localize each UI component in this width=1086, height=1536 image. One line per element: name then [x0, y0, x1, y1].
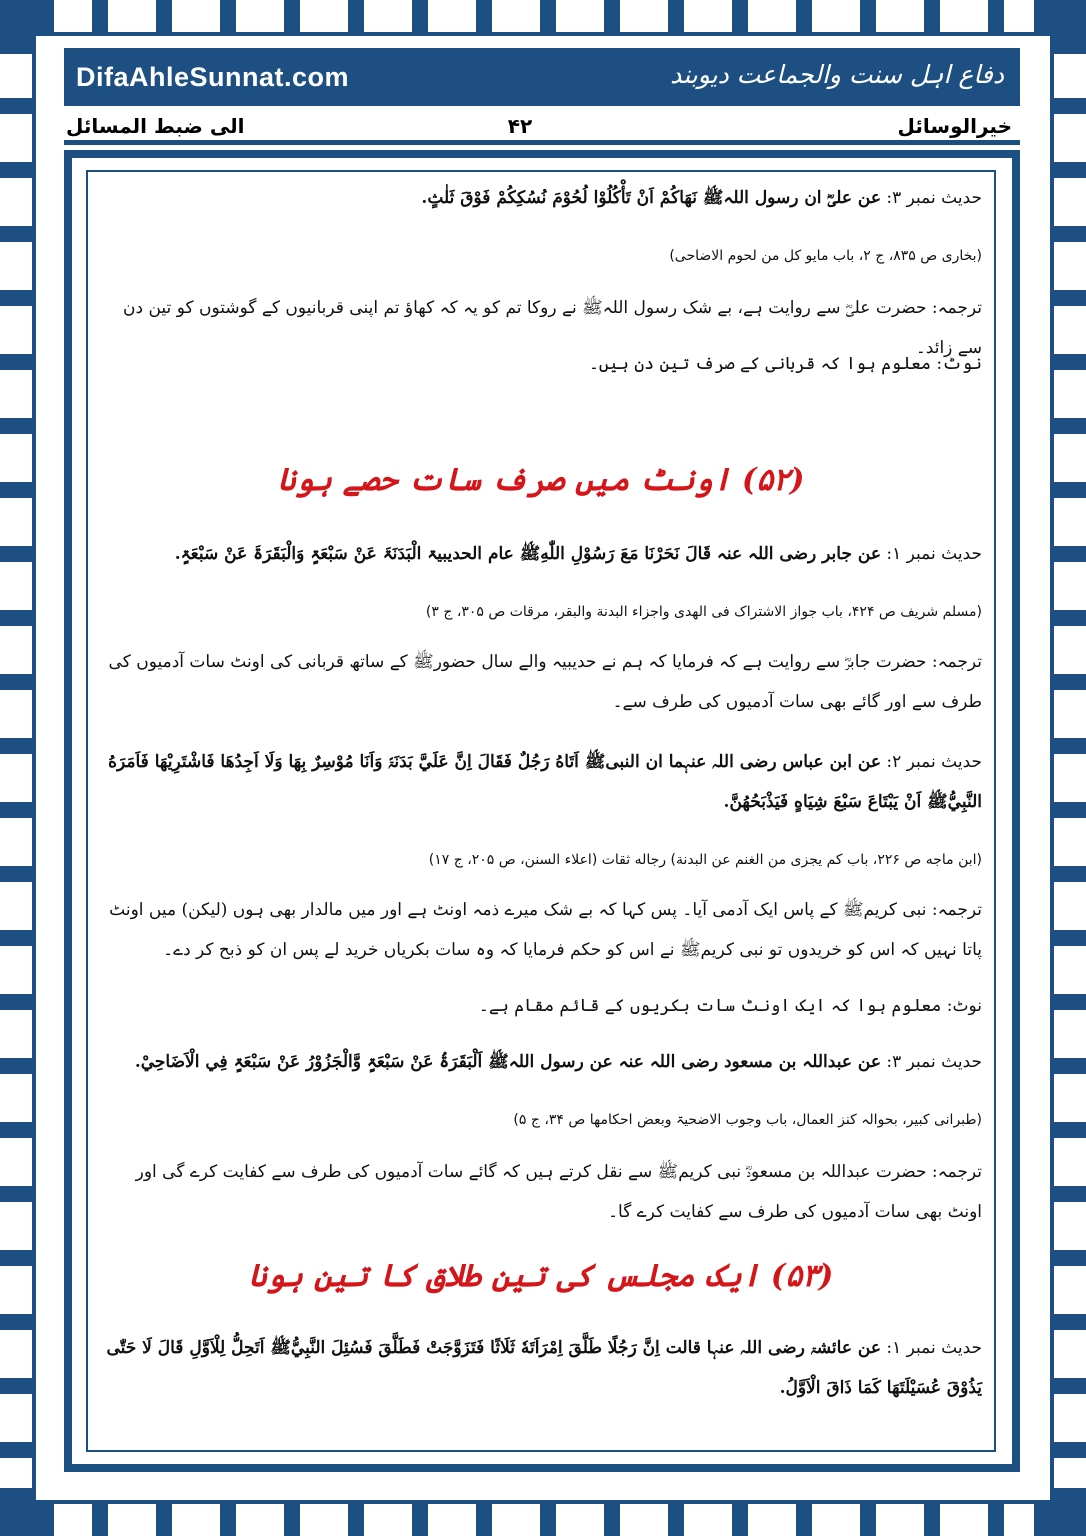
frame-square [0, 690, 32, 738]
frame-square [0, 1266, 32, 1314]
frame-square [620, 1504, 668, 1536]
translation-block [100, 1152, 982, 1232]
translation-text: حضرت عبداللہ بن مسعودؓ نبی کریمﷺ سے نقل کرتے ہیں کہ گائے سات آدمیوں کی طرف سے کفایت کرے گی اور اونٹ بھی سات آدمیوں کی طرف سے کفایت کرے گا۔ [135, 1162, 982, 1222]
book-title: خیرالوسائل [897, 114, 1012, 138]
header-rule [64, 140, 1020, 145]
frame-square [1054, 1266, 1086, 1314]
reference: (ابن ماجه ص ۲۲۶، باب کم یجزی من الغنم عن البدنة) رجاله ثقات (اعلاء السنن، ص ۲۰۵، ج ۱۷) [428, 852, 982, 868]
frame-square [1054, 370, 1086, 418]
frame-square [0, 178, 32, 226]
frame-square [0, 1138, 32, 1186]
frame-square [0, 946, 32, 994]
frame-square [364, 0, 412, 32]
frame-square [54, 0, 92, 32]
frame-square [236, 0, 284, 32]
translation-text: نبی کریمﷺ کے پاس ایک آدمی آیا۔ پس کہا کہ بے شک میرے ذمہ اونٹ ہے اور میں مالدار بھی ہوں (لیکن) میں اونٹ پاتا نہیں کہ اس کو خریدوں تو نبی کریمﷺ نے اس کو حکم فرمایا کہ وہ سات بکریاں خرید لے پس ان کو ذبح کر دے۔ [109, 900, 982, 960]
reference: (مسلم شریف ص ۴۲۴، باب جواز الاشتراک فی الهدی واجزاء البدنة والبقر، مرقات ص ۳۰۵، ج ۳) [425, 604, 982, 620]
frame-square [684, 1504, 732, 1536]
translation-text: حضرت علیؓ سے روایت ہے، بے شک رسول اللہﷺ نے روکا تم کو یہ کہ کھاؤ تم اپنی قربانیوں کے گوشتوں کو تین دن سے زائد۔ [123, 298, 982, 358]
frame-square [172, 1504, 220, 1536]
frame-square [0, 882, 32, 930]
frame-square [876, 0, 924, 32]
frame-square [0, 1330, 32, 1378]
translation-block [100, 890, 982, 970]
hadith-label: حدیث نمبر ۲: [886, 752, 982, 772]
note-label: نوٹ: [946, 996, 982, 1016]
frame-square [364, 1504, 412, 1536]
book-subtitle: الی ضبط المسائل [66, 114, 245, 138]
frame-square [0, 1458, 32, 1488]
frame-square [1054, 626, 1086, 674]
section-heading: (۵۳) ایک مجلس کی تین طلاق کا تین ہونا [248, 1258, 834, 1294]
translation-label: ترجمہ: [931, 298, 982, 318]
site-url[interactable]: DifaAhleSunnat.com [76, 62, 350, 92]
frame-square [1054, 818, 1086, 866]
frame-square [0, 54, 32, 98]
hadith-label: حدیث نمبر ۱: [886, 1338, 982, 1358]
note-text: معلوم ہوا کہ ایک اونٹ سات بکریوں کے قائم مقام ہے۔ [478, 996, 942, 1016]
reference: (بخاری ص ۸۳۵، ج ۲، باب مایو کل من لحوم الاضاحی) [669, 248, 982, 264]
frame-square [0, 114, 32, 162]
frame-square [1054, 54, 1086, 98]
page-number: ۴۲ [507, 114, 533, 138]
frame-square [300, 0, 348, 32]
hadith-label: حدیث نمبر ۳: [886, 1052, 982, 1072]
frame-square [0, 498, 32, 546]
frame-square [876, 1504, 924, 1536]
frame-square [556, 0, 604, 32]
translation-label: ترجمہ: [931, 900, 982, 920]
hadith-block [100, 534, 982, 574]
frame-square [1054, 434, 1086, 482]
frame-square [0, 1074, 32, 1122]
frame-square [0, 370, 32, 418]
frame-square [1054, 562, 1086, 610]
frame-square [0, 1394, 32, 1442]
frame-square [748, 1504, 796, 1536]
frame-square [236, 1504, 284, 1536]
hadith-label: حدیث نمبر ۳: [886, 188, 982, 208]
hadith-block [100, 1328, 982, 1408]
hadith-text: عن عائشۃ رضی اللہ عنہا قالت اِنَّ رَجُلًا طَلَّقَ اِمْرَاَتَهٗ ثَلَاثًا فَتَزَوَّجَتْ فَطَلَّقَ فَسُئِلَ النَّبِيُّﷺ اَتَحِلُّ لِلْاَوَّلِ قَالَ لَا حَتّٰى يَذُوْقَ عُسَيْلَتَهَا كَمَا ذَاقَ الْاَوَّلُ. [106, 1338, 982, 1398]
hadith-block [100, 742, 982, 822]
frame-square [1054, 1330, 1086, 1378]
frame-square [54, 1504, 92, 1536]
frame-square [556, 1504, 604, 1536]
frame-square [812, 1504, 860, 1536]
frame-square [492, 1504, 540, 1536]
frame-square [0, 754, 32, 802]
frame-square [1054, 1010, 1086, 1058]
translation-block [100, 642, 982, 722]
brand-title: دفاع اہل سنت والجماعت دیوبند [670, 60, 1004, 89]
hadith-text: عن علیؓ ان رسول اللہﷺ نَهَاكُمْ اَنْ تَأْكُلُوْا لُحُوْمَ نُسُكِكُمْ فَوْقَ ثَلٰثٍ. [421, 188, 881, 208]
frame-square [1054, 1138, 1086, 1186]
frame-square [108, 1504, 156, 1536]
frame-square [1054, 690, 1086, 738]
frame-square [0, 562, 32, 610]
frame-square [1054, 178, 1086, 226]
frame-square [1054, 754, 1086, 802]
frame-square [108, 0, 156, 32]
frame-square [1054, 1202, 1086, 1250]
frame-square [1004, 0, 1034, 32]
hadith-text: عن ابن عباس رضی اللہ عنہما ان النبیﷺ اَتَاهُ رَجُلٌ فَقَالَ اِنَّ عَلَيَّ بَدَنَۃً وَاَنَا مُوْسِرٌ بِهَا وَلَا اَجِدُهَا فَاشْتَرِيْهَا فَاَمَرَهُ النَّبِيُّﷺ اَنْ يَبْتَاعَ سَبْعَ شِيَاهٍ فَيَذْبَحُهُنَّ. [108, 752, 982, 812]
frame-square [492, 0, 540, 32]
frame-square [684, 0, 732, 32]
frame-square [300, 1504, 348, 1536]
frame-square [940, 0, 988, 32]
frame-square [0, 626, 32, 674]
frame-square [1054, 1394, 1086, 1442]
frame-square [940, 1504, 988, 1536]
frame-square [0, 306, 32, 354]
hadith-block [100, 178, 982, 218]
section-heading: (۵۲) اونٹ میں صرف سات حصے ہونا [277, 462, 805, 498]
translation-text: حضرت جابرؓ سے روایت ہے کہ فرمایا کہ ہم نے حدیبیہ والے سال حضورﷺ کے ساتھ قربانی کی اونٹ سات آدمیوں کی طرف سے اور گائے بھی سات آدمیوں کی طرف سے۔ [108, 652, 982, 712]
frame-square [1054, 498, 1086, 546]
note-text: نوٹ: معلوم ہوا کہ قربانی کے صرف تین دن ہیں۔ [588, 354, 982, 374]
frame-square [428, 1504, 476, 1536]
frame-square [620, 0, 668, 32]
frame-square [748, 0, 796, 32]
frame-square [0, 1010, 32, 1058]
hadith-text: عن عبداللہ بن مسعود رضی اللہ عنہ عن رسول اللہﷺ اَلْبَقَرَۃُ عَنْ سَبْعَۃٍ وَّالْجَزُوْرُ عَنْ سَبْعَۃٍ فِي الْاَضَاحِيْ. [134, 1052, 881, 1072]
hadith-text: عن جابر رضی اللہ عنہ قَالَ نَحَرْنَا مَعَ رَسُوْلِ اللّٰهِﷺ عام الحدیبیۃ الْبَدَنَۃَ عَنْ سَبْعَۃٍ وَالْبَقَرَۃَ عَنْ سَبْعَۃٍ. [174, 544, 881, 564]
frame-square [1054, 946, 1086, 994]
frame-square [1054, 882, 1086, 930]
hadith-block [100, 1042, 982, 1082]
frame-square [0, 434, 32, 482]
reference: (طبرانی کبیر، بحوالہ کنز العمال، باب وجوب الاضحیۃ وبعض احکامها ص ۳۴، ج ۵) [513, 1112, 982, 1128]
frame-square [172, 0, 220, 32]
translation-label: ترجمہ: [931, 1162, 982, 1182]
frame-square [1054, 306, 1086, 354]
frame-square [1054, 242, 1086, 290]
translation-label: ترجمہ: [931, 652, 982, 672]
frame-square [0, 1202, 32, 1250]
frame-square [1054, 114, 1086, 162]
frame-square [0, 242, 32, 290]
frame-square [1054, 1458, 1086, 1488]
frame-square [1054, 1074, 1086, 1122]
frame-square [0, 818, 32, 866]
frame-square [1004, 1504, 1034, 1536]
frame-square [812, 0, 860, 32]
hadith-label: حدیث نمبر ۱: [886, 544, 982, 564]
note-block [100, 986, 982, 1026]
frame-square [428, 0, 476, 32]
